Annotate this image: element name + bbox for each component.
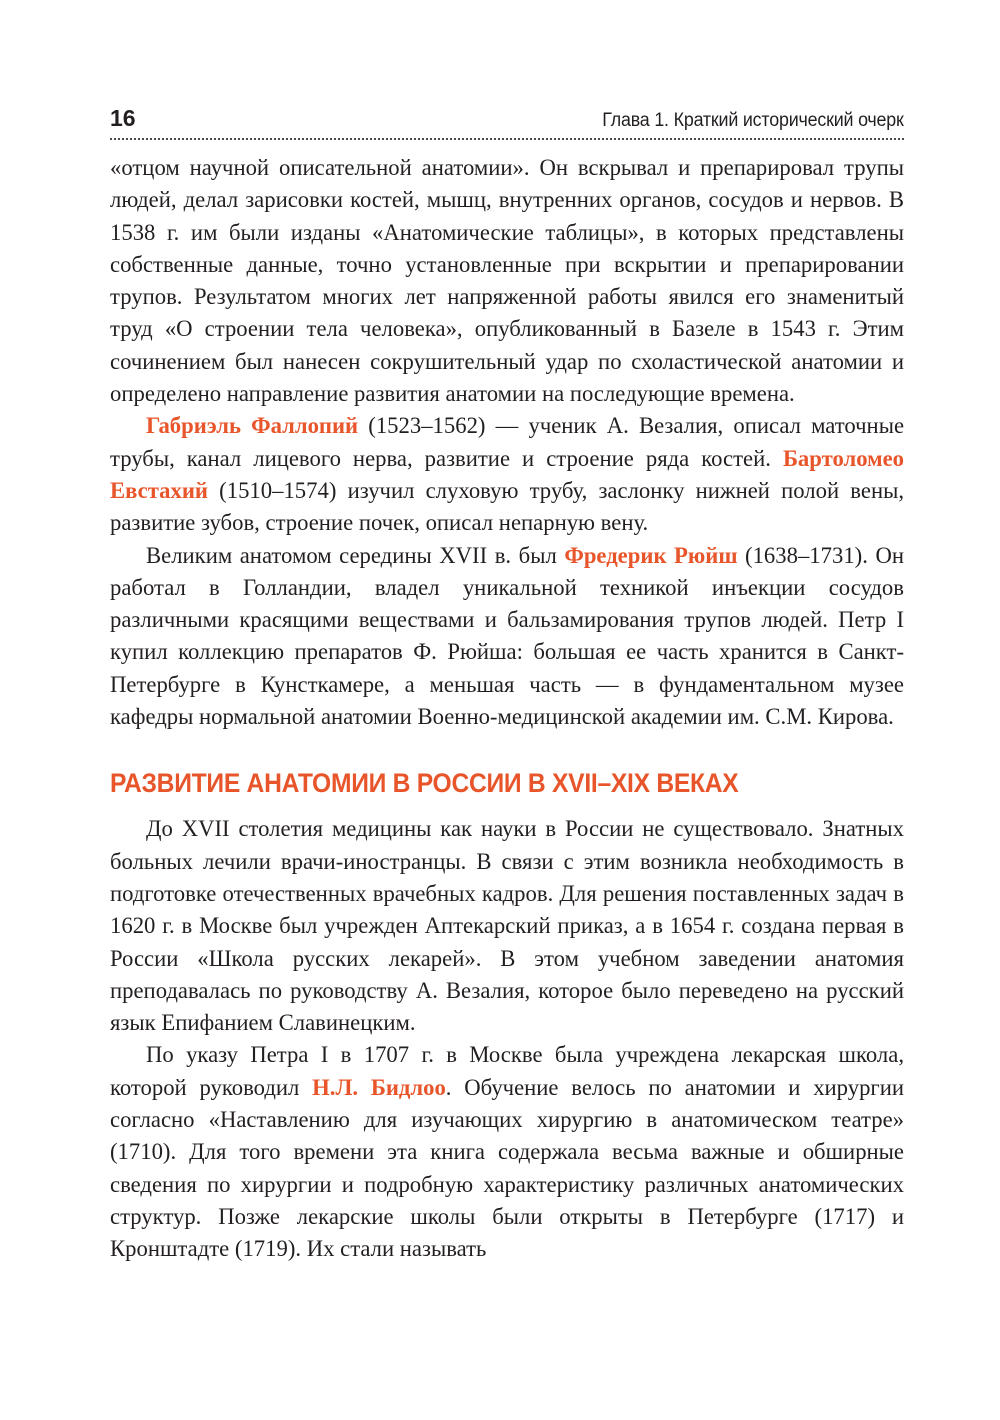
paragraph-before-xvii xyxy=(110,813,904,1039)
running-head xyxy=(110,92,904,130)
paragraph-text: . Обучение велось по анатомии и хирургии согласно «Наставлению для изучающих хирургию в анатомическом театре» (1710). Для того времени эта книга содержала весьма важные и обширные сведения по хирургии и подробную характеристику различных анатомических структур. Позже лекарские школы были открыты в Петербурге (1717) и Кронштадте (1719). Их стали называть xyxy=(110,1074,905,1262)
paragraph-text: (1638–1731). Он работал в Голландии, владел уникальной техникой инъекции сосудов различными красящими веществами и бальзамирования трупов людей. Петр I купил коллекцию препаратов Ф. Рюйша: большая ее часть хранится в Санкт-Петербурге в Кунсткамере, а меньшая часть — в фундаментальном музее кафедры нормальной анатомии Военно-медицинской академии им. С.М. Кирова. xyxy=(110,542,904,730)
paragraph-bidloo xyxy=(110,1039,904,1265)
paragraph-text: «отцом научной описательной анатомии». Он вскрывал и препарировал трупы людей, делал зарисовки костей, мышц, внутренних органов, сосудов и нервов. В 1538 г. им были изданы «Анатомические таблицы», в которых представлены собственные данные, точно установленные при вскрытии и препарировании трупов. Результатом многих лет напряженной работы явился его знаменитый труд «О строении тела человека», опубликованный в Базеле в 1543 г. Этим сочинением был нанесен сокрушительный удар по схоластической анатомии и определено направление развития анатомии на последующие времена. xyxy=(110,155,904,407)
name-fallopius: Габриэль Фаллопий xyxy=(146,413,359,439)
name-ruysch: Фредерик Рюйш xyxy=(564,542,738,568)
paragraph-text: По указу Петра I в 1707 г. в Москве была учреждена лекарская школа, которой руководил xyxy=(110,1042,904,1100)
paragraph-text: Великим анатомом середины XVII в. был xyxy=(146,542,565,568)
name-eustachius: Бартоломео Евстахий xyxy=(110,445,904,503)
paragraph-vesalius-continued xyxy=(110,152,904,410)
paragraph-ruysch xyxy=(110,540,904,734)
body-text xyxy=(110,152,904,1266)
paragraph-fallopius-eustachius xyxy=(110,410,904,539)
header-dotted-rule xyxy=(110,138,904,140)
paragraph-text: (1523–1562) — ученик А. Везалия, описал маточные трубы, канал лицевого нерва, развитие и строение ряда костей. xyxy=(110,413,905,471)
chapter-title: Глава 1. Краткий исторический очерк xyxy=(602,110,904,131)
paragraph-text: До XVII столетия медицины как науки в России не существовало. Знатных больных лечили врачи-иностранцы. В связи с этим возникла необходимость в подготовке отечественных врачебных кадров. Для решения поставленных задач в 1620 г. в Москве был учрежден Аптекарский приказ, а в 1654 г. создана первая в России «Школа русских лекарей». В этом учебном заведении анатомия преподавалась по руководству А. Везалия, которое было переведено на русский язык Епифанием Славинецким. xyxy=(110,816,904,1036)
paragraph-text: (1510–1574) изучил слуховую трубу, заслонку нижней полой вены, развитие зубов, строение почек, описал непарную вену. xyxy=(110,477,904,536)
document-page xyxy=(110,92,904,1266)
page-number: 16 xyxy=(110,105,136,131)
section-heading: РАЗВИТИЕ АНАТОМИИ В РОССИИ В XVII–XIX ВЕКАХ xyxy=(110,768,739,799)
name-bidloo: Н.Л. Бидлоо xyxy=(312,1074,446,1100)
